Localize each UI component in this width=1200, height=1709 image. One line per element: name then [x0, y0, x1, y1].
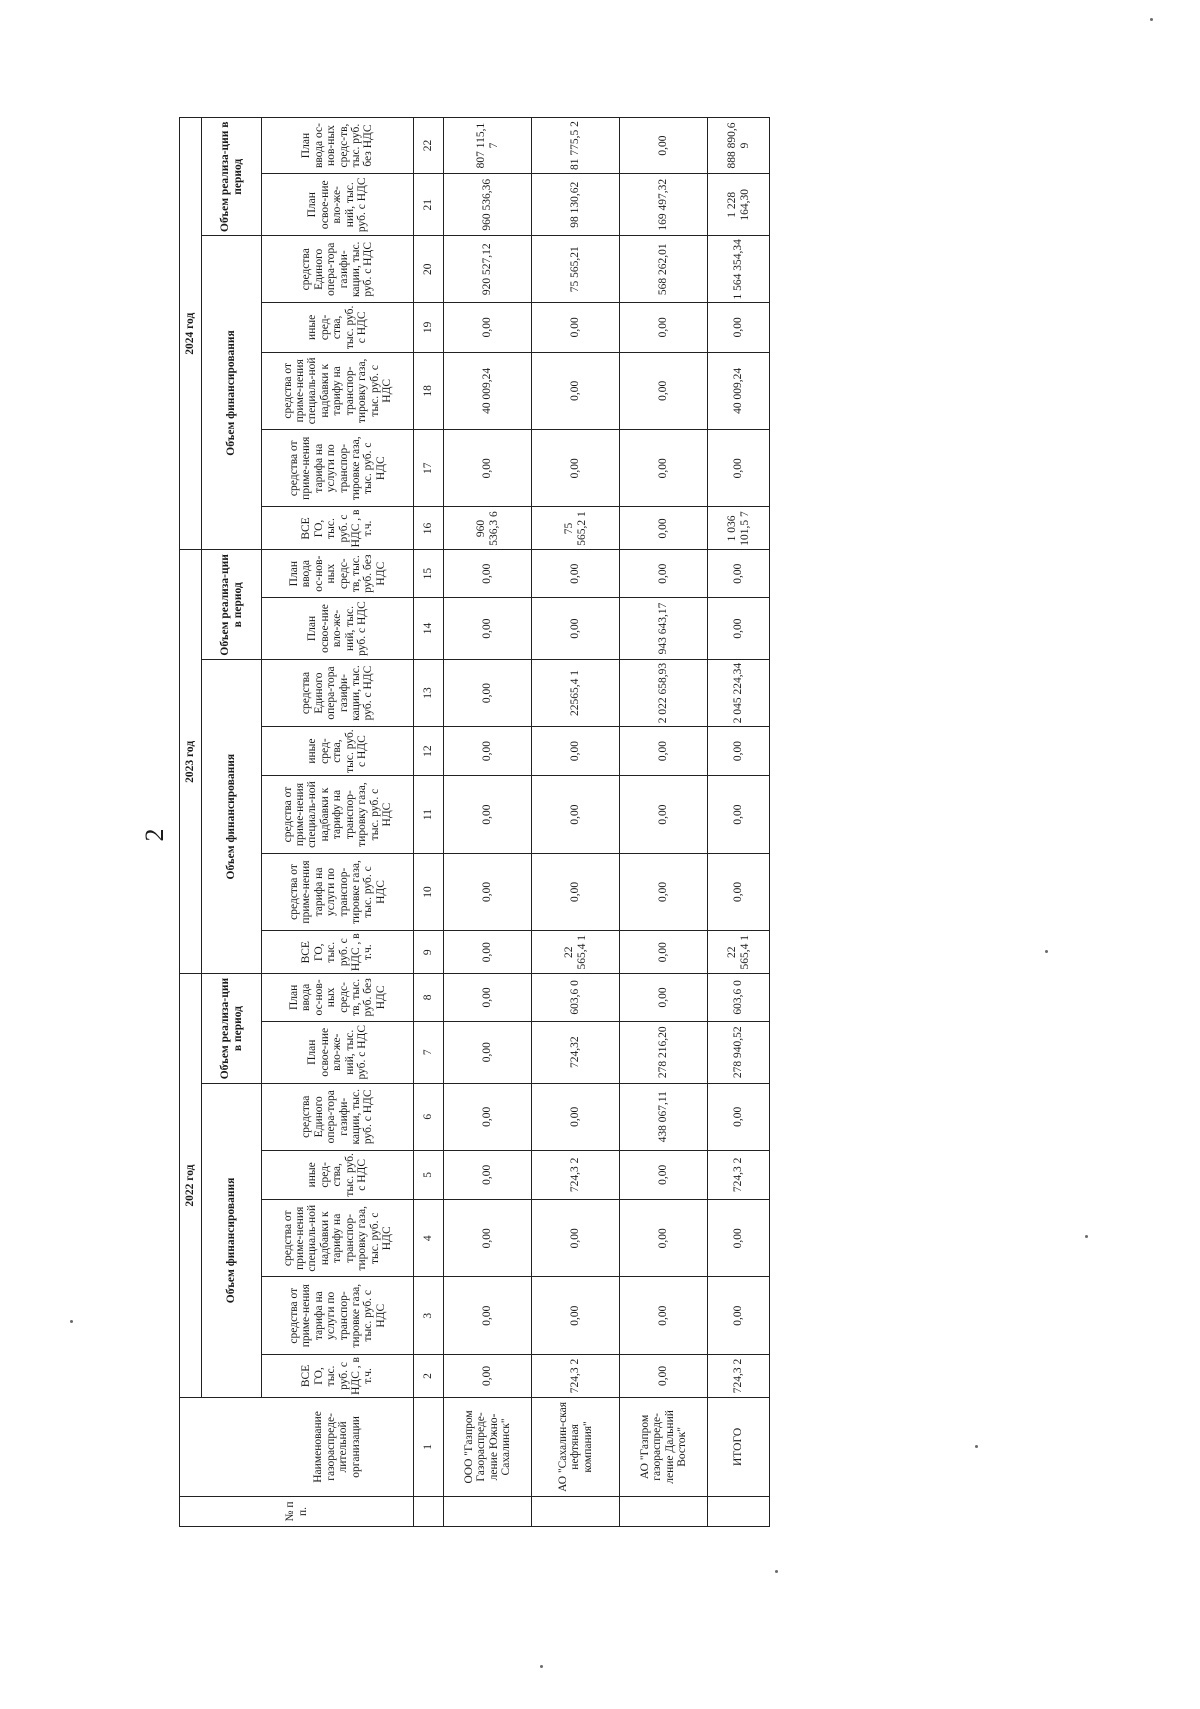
value-cell: 0,00 — [444, 1200, 532, 1277]
value-cell: 0,00 — [620, 1150, 708, 1199]
column-number: 11 — [414, 776, 444, 853]
total-cell: 0,00 — [708, 1277, 770, 1354]
total-cell: 1 228 164,30 — [708, 174, 770, 236]
value-cell: 0,00 — [532, 352, 620, 429]
row-number-cell — [444, 1496, 532, 1526]
row-number-cell — [708, 1496, 770, 1526]
total-cell: 0,00 — [708, 1200, 770, 1277]
value-cell: 0,00 — [620, 118, 708, 174]
column-number: 8 — [414, 974, 444, 1021]
header-2024-operator: средства Единого опера-тора газифи-кации, тыс. руб. с НДС — [262, 236, 414, 303]
header-finance-2022: Объем финансирования — [202, 1083, 262, 1397]
column-number: 13 — [414, 660, 444, 727]
header-2022-other: иные сред-ства, тыс. руб. с НДС — [262, 1150, 414, 1199]
header-row-groups — [202, 118, 232, 1527]
total-cell: 40 009,24 — [708, 352, 770, 429]
value-cell: 0,00 — [532, 550, 620, 597]
header-2022-commission: План ввода ос-нов-ных средс-тв, тыс. руб. без НДС — [262, 974, 414, 1021]
header-2023-tariff: средства от приме-нения тарифа на услуги по транспор-тировке газа, тыс. руб. с НДС — [262, 853, 414, 930]
column-number: 14 — [414, 597, 444, 659]
value-cell: 943 643,17 — [620, 597, 708, 659]
investment-table — [179, 117, 770, 1527]
value-cell: 0,00 — [620, 507, 708, 550]
header-2022-develop: План освое-ние вло-же-ний, тыс. руб. с НДС — [262, 1021, 414, 1083]
column-number: 22 — [414, 118, 444, 174]
header-2024-total: ВСЕ ГО, тыс. руб. с НДС , в т.ч. — [262, 507, 414, 550]
value-cell: 0,00 — [444, 931, 532, 974]
value-cell: 169 497,32 — [620, 174, 708, 236]
total-row — [708, 118, 770, 1527]
total-cell: 22 565,4 1 — [708, 931, 770, 974]
column-number: 19 — [414, 303, 444, 352]
scan-speck — [975, 1445, 978, 1448]
value-cell: 0,00 — [532, 303, 620, 352]
value-cell: 0,00 — [444, 974, 532, 1021]
header-row-columns — [262, 118, 414, 1527]
total-cell: 724,3 2 — [708, 1150, 770, 1199]
total-cell: 888 890,6 9 — [708, 118, 770, 174]
investment-table-wrapper — [179, 117, 769, 1527]
column-number: 18 — [414, 352, 444, 429]
header-2023-total: ВСЕ ГО, тыс. руб. с НДС , в т.ч. — [262, 931, 414, 974]
value-cell: 0,00 — [620, 853, 708, 930]
total-cell: 1 036 101,5 7 — [708, 507, 770, 550]
header-year-2022: 2022 год — [180, 974, 202, 1398]
value-cell: 0,00 — [532, 1200, 620, 1277]
header-2022-tariff: средства от приме-нения тарифа на услуги по транспор-тировке газа, тыс. руб. с НДС — [262, 1277, 414, 1354]
value-cell: 0,00 — [620, 352, 708, 429]
value-cell: 0,00 — [620, 430, 708, 507]
column-number: 2 — [414, 1354, 444, 1397]
header-realization-2024: Объем реализа-ции в период — [202, 118, 262, 236]
value-cell: 22 565,4 1 — [532, 931, 620, 974]
header-2024-commission: План ввода ос-нов-ных средс-тв, тыс. руб. без НДС — [262, 118, 414, 174]
value-cell: 0,00 — [620, 1277, 708, 1354]
value-cell: 0,00 — [444, 1150, 532, 1199]
total-cell: 0,00 — [708, 430, 770, 507]
column-number-row — [414, 118, 444, 1527]
table-row — [444, 118, 532, 1527]
total-cell: 724,3 2 — [708, 1354, 770, 1397]
organization-name: АО "Сахалин-ская нефтяная компания" — [532, 1397, 620, 1496]
total-cell: 0,00 — [708, 853, 770, 930]
value-cell: 0,00 — [444, 1277, 532, 1354]
value-cell: 75 565,2 1 — [532, 507, 620, 550]
value-cell: 0,00 — [444, 776, 532, 853]
value-cell: 0,00 — [620, 1354, 708, 1397]
header-realization-2022: Объем реализа-ции в период — [202, 974, 262, 1084]
table-row — [620, 118, 708, 1527]
header-year-2024: 2024 год — [180, 118, 202, 550]
column-number: 21 — [414, 174, 444, 236]
header-2023-special: средства от приме-нения специаль-ной надбавки к тарифу на транспор-тировку газа, тыс. руб. с НДС — [262, 776, 414, 853]
value-cell: 0,00 — [620, 931, 708, 974]
total-cell: 0,00 — [708, 303, 770, 352]
value-cell: 0,00 — [444, 853, 532, 930]
value-cell: 0,00 — [444, 660, 532, 727]
scan-speck — [1085, 1235, 1088, 1238]
value-cell: 0,00 — [532, 853, 620, 930]
value-cell: 568 262,01 — [620, 236, 708, 303]
value-cell: 0,00 — [620, 776, 708, 853]
scan-speck — [775, 1570, 778, 1573]
value-cell: 960 536,36 — [444, 174, 532, 236]
header-finance-2023: Объем финансирования — [202, 660, 262, 974]
value-cell: 960 536,3 6 — [444, 507, 532, 550]
scan-speck — [540, 1665, 543, 1668]
total-cell: 603,6 0 — [708, 974, 770, 1021]
header-2024-other: иные сред-ства, тыс. руб. с НДС — [262, 303, 414, 352]
header-row-spacer — [180, 118, 202, 1527]
value-cell: 724,3 2 — [532, 1150, 620, 1199]
header-2022-special: средства от приме-нения специаль-ной надбавки к тарифу на транспор-тировку газа, тыс. руб. с НДС — [262, 1200, 414, 1277]
value-cell: 0,00 — [444, 1354, 532, 1397]
row-number-cell — [532, 1496, 620, 1526]
value-cell: 0,00 — [444, 597, 532, 659]
value-cell: 0,00 — [620, 974, 708, 1021]
total-cell: 0,00 — [708, 776, 770, 853]
row-number-cell — [620, 1496, 708, 1526]
value-cell: 438 067,11 — [620, 1083, 708, 1150]
column-number: 10 — [414, 853, 444, 930]
value-cell: 0,00 — [620, 303, 708, 352]
column-number: 20 — [414, 236, 444, 303]
value-cell: 0,00 — [620, 1200, 708, 1277]
column-number: 15 — [414, 550, 444, 597]
value-cell: 0,00 — [444, 1083, 532, 1150]
value-cell: 278 216,20 — [620, 1021, 708, 1083]
scan-speck — [70, 1320, 73, 1323]
value-cell: 40 009,24 — [444, 352, 532, 429]
column-number: 6 — [414, 1083, 444, 1150]
total-cell: 0,00 — [708, 1083, 770, 1150]
total-cell: 0,00 — [708, 726, 770, 775]
header-2023-other: иные сред-ства, тыс. руб. с НДС — [262, 726, 414, 775]
column-number: 3 — [414, 1277, 444, 1354]
value-cell: 724,32 — [532, 1021, 620, 1083]
page-number: 2 — [140, 828, 169, 842]
value-cell: 75 565,21 — [532, 236, 620, 303]
value-cell: 0,00 — [444, 550, 532, 597]
value-cell: 0,00 — [532, 430, 620, 507]
column-number: 17 — [414, 430, 444, 507]
header-year-2023: 2023 год — [180, 550, 202, 974]
value-cell: 2 022 658,93 — [620, 660, 708, 727]
header-finance-2024: Объем финансирования — [202, 236, 262, 550]
header-num: № п п. — [180, 1496, 414, 1526]
value-cell: 0,00 — [444, 726, 532, 775]
header-2023-develop: План освое-ние вло-же-ний, тыс. руб. с НДС — [262, 597, 414, 659]
column-number-blank — [414, 1496, 444, 1526]
value-cell: 0,00 — [620, 550, 708, 597]
value-cell: 0,00 — [532, 1277, 620, 1354]
header-2022-total: ВСЕ ГО, тыс. руб. с НДС , в т.ч. — [262, 1354, 414, 1397]
header-2023-commission: План ввода ос-нов-ных средс-тв, тыс. руб. без НДС — [262, 550, 414, 597]
total-cell: 278 940,52 — [708, 1021, 770, 1083]
organization-name: ООО "Газпром Газораспреде-ление Южно-Сахалинск" — [444, 1397, 532, 1496]
value-cell: 807 115,1 7 — [444, 118, 532, 174]
scan-speck — [1045, 950, 1048, 953]
header-name-top — [180, 1397, 262, 1496]
total-cell: 0,00 — [708, 550, 770, 597]
value-cell: 22565,4 1 — [532, 660, 620, 727]
column-number: 12 — [414, 726, 444, 775]
value-cell: 0,00 — [620, 726, 708, 775]
column-number: 5 — [414, 1150, 444, 1199]
value-cell: 603,6 0 — [532, 974, 620, 1021]
value-cell: 0,00 — [444, 430, 532, 507]
header-realization-2023: Объем реализа-ции в период — [202, 550, 262, 660]
column-number: 4 — [414, 1200, 444, 1277]
value-cell: 920 527,12 — [444, 236, 532, 303]
value-cell: 0,00 — [532, 597, 620, 659]
column-number: 9 — [414, 931, 444, 974]
header-2024-develop: План освое-ние вло-же-ний, тыс. руб. с НДС — [262, 174, 414, 236]
scan-speck — [1150, 18, 1153, 21]
total-cell: 1 564 354,34 — [708, 236, 770, 303]
column-number: 7 — [414, 1021, 444, 1083]
header-2024-special: средства от приме-нения специаль-ной надбавки к тарифу на транспор-тировку газа, тыс. руб. с НДС — [262, 352, 414, 429]
total-cell: 0,00 — [708, 597, 770, 659]
total-label: ИТОГО — [708, 1397, 770, 1496]
header-2022-operator: средства Единого опера-тора газифи-кации, тыс. руб. с НДС — [262, 1083, 414, 1150]
header-2023-operator: средства Единого опера-тора газифи-кации, тыс. руб. с НДС — [262, 660, 414, 727]
column-number: 16 — [414, 507, 444, 550]
column-number: 1 — [414, 1397, 444, 1496]
header-2024-tariff: средства от приме-нения тарифа на услуги по транспор-тировке газа, тыс. руб. с НДС — [262, 430, 414, 507]
value-cell: 0,00 — [532, 776, 620, 853]
header-name: Наименование газораспреде-лительной организации — [262, 1397, 414, 1496]
value-cell: 81 775,5 2 — [532, 118, 620, 174]
value-cell: 0,00 — [444, 303, 532, 352]
value-cell: 0,00 — [444, 1021, 532, 1083]
table-row — [532, 118, 620, 1527]
organization-name: АО "Газпром газораспреде-ление Дальний Восток" — [620, 1397, 708, 1496]
value-cell: 724,3 2 — [532, 1354, 620, 1397]
value-cell: 0,00 — [532, 1083, 620, 1150]
total-cell: 2 045 224,34 — [708, 660, 770, 727]
value-cell: 0,00 — [532, 726, 620, 775]
value-cell: 98 130,62 — [532, 174, 620, 236]
